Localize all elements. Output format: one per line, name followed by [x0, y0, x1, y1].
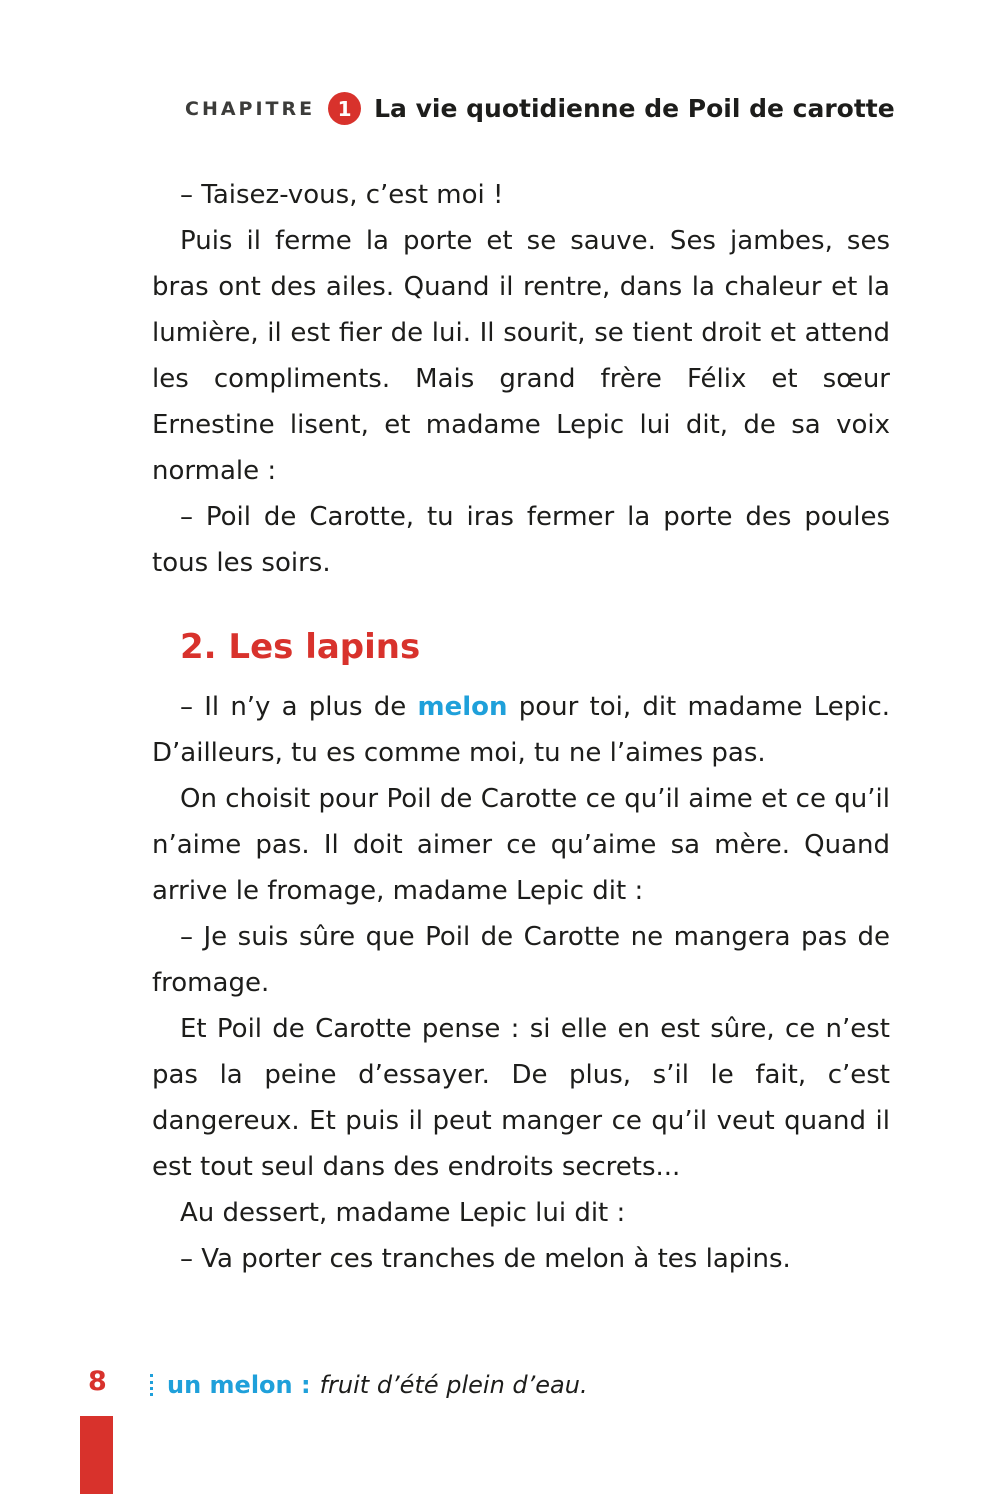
page-number: 8: [88, 1366, 107, 1397]
chapter-title: La vie quotidienne de Poil de carotte: [374, 94, 895, 123]
paragraph-text: – Il n’y a plus de: [180, 692, 418, 722]
main-text: [152, 172, 890, 1282]
paragraph-dialogue: – Je suis sûre que Poil de Carotte ne mangera pas de fromage.: [152, 922, 890, 998]
paragraph-text: pour toi, dit madame Lepic. D’ailleurs, tu es comme moi, tu ne l’aimes pas.: [152, 692, 891, 768]
paragraph-dialogue: – Poil de Carotte, tu iras fermer la porte des poules tous les soirs.: [152, 502, 890, 578]
footnote-definition: fruit d’été plein d’eau.: [319, 1371, 588, 1399]
section-heading: 2. Les lapins: [180, 627, 421, 667]
paragraph: Au dessert, madame Lepic lui dit :: [180, 1198, 626, 1228]
footnote: [150, 1370, 588, 1400]
paragraph: Puis il ferme la porte et se sauve. Ses jambes, ses bras ont des ailes. Quand il rentre, dans la chaleur et la lumière, il est fier de lui. Il sourit, se tient droit et attend les compliments. Mais grand frère Félix et sœur Ernestine lisent, et madame Lepic lui dit, de sa voix normale :: [152, 226, 890, 486]
paragraph-dialogue: – Va porter ces tranches de melon à tes lapins.: [180, 1244, 791, 1274]
paragraph-dialogue: [152, 684, 890, 776]
paragraph: On choisit pour Poil de Carotte ce qu’il aime et ce qu’il n’aime pas. Il doit aimer ce qu’aime sa mère. Quand arrive le fromage, madame Lepic dit :: [152, 784, 890, 906]
page-edge-red-bar: [80, 1416, 113, 1494]
footnote-dotted-mark-icon: [150, 1374, 153, 1396]
paragraph: Et Poil de Carotte pense : si elle en est sûre, ce n’est pas la peine d’essayer. De plus, s’il le fait, c’est dangereux. Et puis il peut manger ce qu’il veut quand il est tout seul dans des endroits secrets...: [152, 1014, 890, 1182]
footnote-term: un melon :: [167, 1371, 311, 1399]
chapter-number-badge: 1: [328, 92, 361, 125]
chapter-label: CHAPITRE: [185, 97, 316, 120]
vocab-term-melon: melon: [417, 692, 508, 722]
chapter-header: [185, 92, 895, 125]
paragraph-dialogue: – Taisez-vous, c’est moi !: [180, 180, 504, 210]
